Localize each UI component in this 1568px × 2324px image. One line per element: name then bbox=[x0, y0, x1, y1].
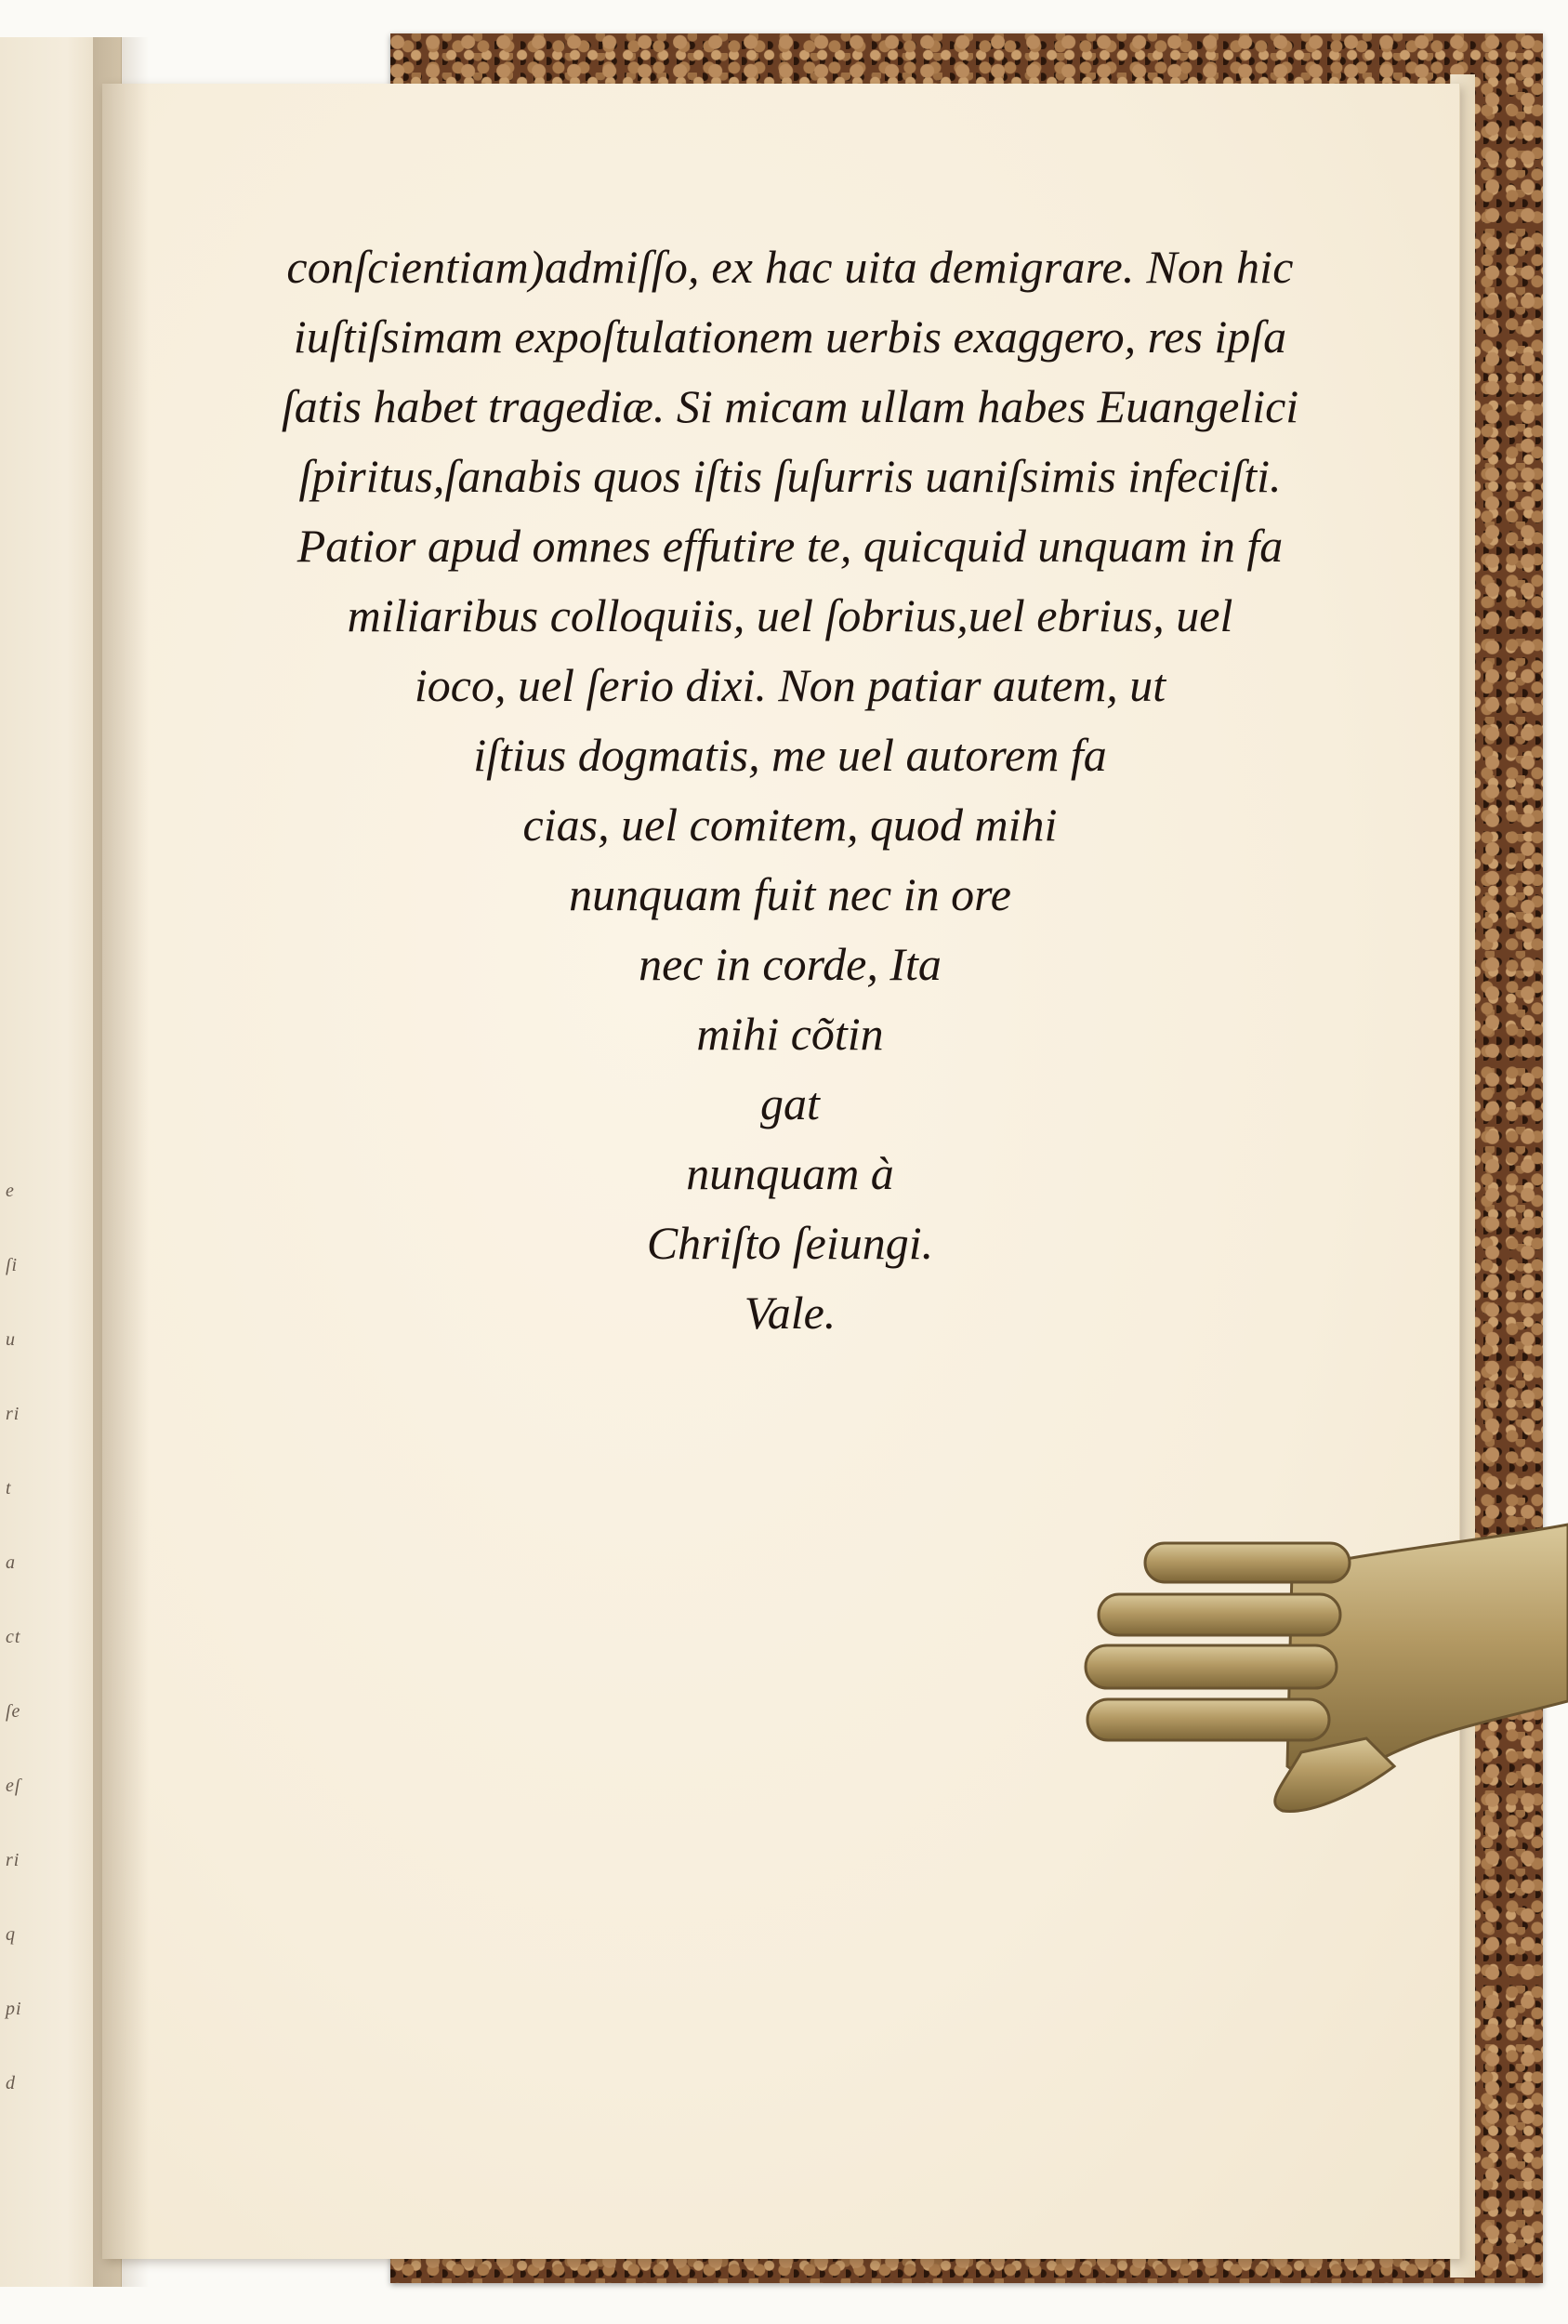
text-line: ioco, uel ſerio dixi. Non patiar autem, ut bbox=[414, 659, 1166, 711]
text-line: iuſtiſsimam expoſtulationem uerbis exaggero, res ipſa bbox=[293, 310, 1287, 363]
text-line: iſtius dogmatis, me uel autorem fa bbox=[473, 729, 1107, 781]
left-page-fragment: d bbox=[6, 2073, 16, 2093]
text-line: conſcientiam)admiſſo, ex hac uita demigrare. Non hic bbox=[286, 241, 1294, 293]
text-line: Chriſto ſeiungi. bbox=[646, 1217, 934, 1269]
text-line: Patior apud omnes effutire te, quicquid unquam in fa bbox=[296, 520, 1284, 572]
text-line: ſatis habet tragediæ. Si micam ullam habes Euangelici bbox=[281, 380, 1299, 432]
text-line: gat bbox=[760, 1077, 820, 1129]
left-page-fragment: ct bbox=[6, 1627, 21, 1647]
left-page-fragment: pi bbox=[6, 1999, 22, 2019]
brass-hand-clip-icon bbox=[1078, 1487, 1568, 1841]
left-page-fragment: ſe bbox=[6, 1701, 21, 1722]
printed-text bbox=[214, 232, 1366, 1348]
text-line: mihi cõtin bbox=[696, 1008, 884, 1060]
left-page-fragment: ri bbox=[6, 1850, 20, 1870]
left-page-fragment: ri bbox=[6, 1404, 20, 1424]
left-page-fragment: eſ bbox=[6, 1776, 21, 1796]
left-page-fragment: u bbox=[6, 1329, 16, 1350]
gutter-shadow bbox=[93, 37, 149, 2287]
text-line: nunquam fuit nec in ore bbox=[569, 868, 1011, 920]
left-page-fragment: t bbox=[6, 1478, 12, 1499]
text-line: ſpiritus,ſanabis quos iſtis ſuſurris uaniſsimis infeciſti. bbox=[298, 450, 1282, 502]
text-line: Vale. bbox=[744, 1287, 837, 1339]
text-line: nunquam à bbox=[686, 1147, 894, 1199]
left-page-fragment: e bbox=[6, 1181, 15, 1201]
left-page-fragment: q bbox=[6, 1924, 16, 1945]
book-page bbox=[102, 84, 1460, 2259]
left-page-fragment: ſi bbox=[6, 1255, 19, 1275]
text-line: miliaribus colloquiis, uel ſobrius,uel ebrius, uel bbox=[347, 589, 1233, 641]
left-page-fragment: a bbox=[6, 1552, 16, 1573]
text-line: nec in corde, Ita bbox=[639, 938, 942, 990]
text-line: cias, uel comitem, quod mihi bbox=[522, 799, 1058, 851]
